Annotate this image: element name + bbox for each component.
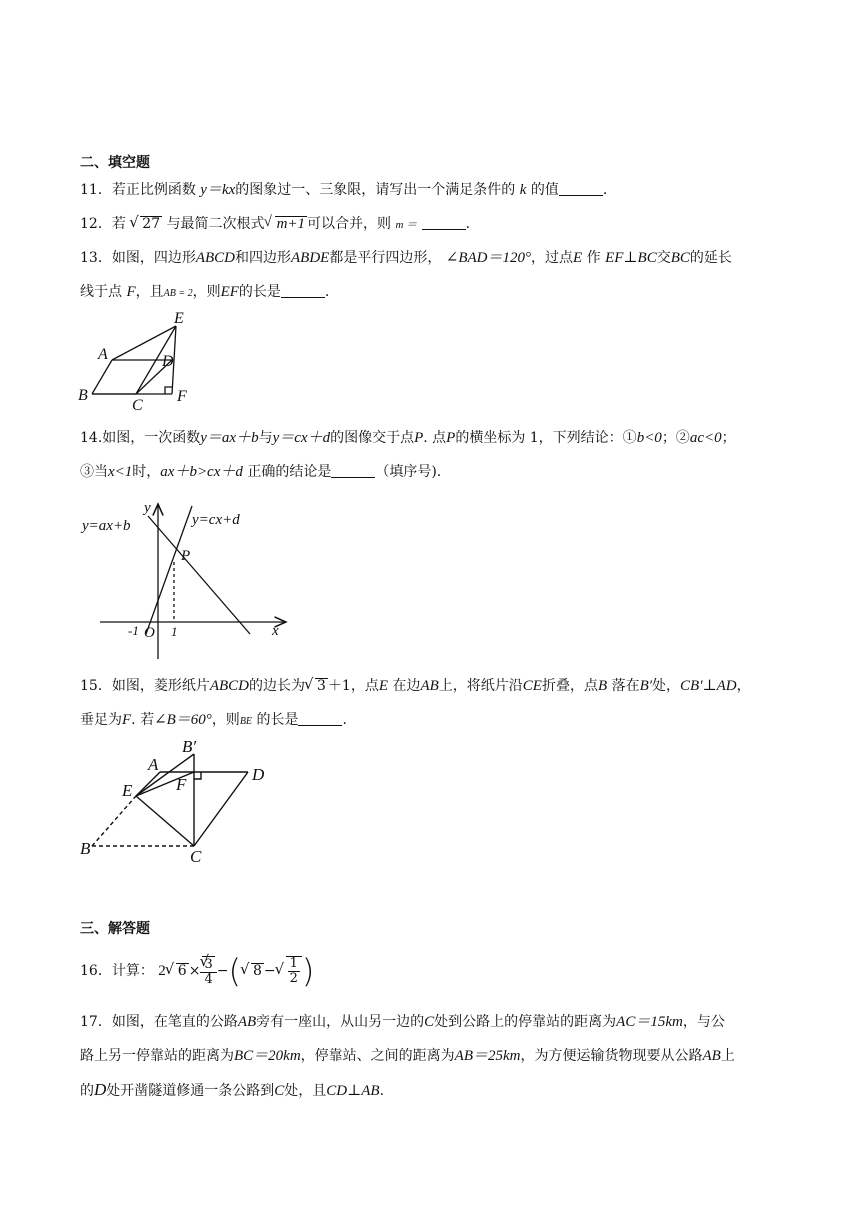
answer-blank[interactable] — [298, 711, 342, 726]
label-B: B — [78, 387, 88, 404]
label-C: C — [190, 847, 202, 866]
section-title-fill-in: 二、填空题 — [80, 155, 150, 171]
label-E: E — [122, 781, 133, 800]
figure-13-parallelograms — [76, 308, 206, 413]
answer-blank[interactable] — [281, 283, 325, 298]
question-14-line2: ③当x<1时，ax＋b>cx＋d 正确的结论是 （填序号). — [80, 464, 442, 480]
question-16: 16．计算： 2√ 6 × √ $\frac{3}{4}$ −(√ 8 − √ $\frac{1}{2}$ ) — [80, 954, 780, 988]
tick-neg1-label: -1 — [128, 623, 139, 638]
line-label-cx-d: y=cx+d — [192, 512, 240, 528]
label-B: B — [80, 839, 91, 858]
origin-label: O — [144, 625, 155, 641]
label-C: C — [132, 397, 143, 413]
question-13-line1: 13．如图，四边形ABCD和四边形ABDE都是平行四边形， ∠BAD＝120°，过点E 作 EF⊥BC交BC的延长 — [80, 250, 732, 266]
label-B-prime: B′ — [182, 737, 197, 756]
x-axis-label: x — [272, 623, 279, 639]
point-P-label: P — [181, 548, 191, 564]
label-D: D — [162, 353, 174, 370]
answer-blank[interactable] — [331, 463, 375, 478]
question-13-line2: 线于点 F，且AB = 2，则EF的长是 . — [80, 284, 330, 300]
question-15-line1: 15．如图，菱形纸片ABCD的边长为√ 3 ＋1，点E 在边AB上，将纸片沿CE折叠，点B 落在B′处，CB′⊥AD， — [80, 676, 780, 696]
question-17-line3: 的D处开凿隧道修通一条公路到C处，且CD⊥AB. — [80, 1080, 385, 1099]
question-15-line2: 垂足为F. 若∠B＝60°，则BE 的长是 . — [80, 712, 347, 728]
line-ax-plus-b — [148, 516, 250, 634]
question-14-line1: 14.如图，一次函数y＝ax＋b与y＝cx＋d的图像交于点P. 点P的横坐标为 1，下列结论：①b<0；②ac<0； — [80, 430, 736, 446]
line-cx-plus-d — [146, 506, 192, 634]
label-A: A — [98, 346, 108, 363]
answer-blank[interactable] — [559, 181, 603, 196]
label-F: F — [177, 388, 187, 405]
figure-15-rhombus-fold — [76, 736, 276, 866]
question-17-line2: 路上另一停靠站的距离为BC＝20km，停靠站、之间的距离为AB＝25km，为方便运输货物现要从公路AB上 — [80, 1048, 735, 1064]
label-D: D — [252, 765, 265, 784]
question-11: 11．若正比例函数 y＝kx的图象过一、三象限，请写出一个满足条件的 k 的值 . — [80, 182, 608, 198]
figure-14-linear-functions — [78, 494, 298, 664]
question-12: 12．若 √ 27 与最简二次根式√ m+1 可以合并，则 m ＝ . — [80, 214, 780, 235]
label-F: F — [176, 775, 187, 794]
answer-blank[interactable] — [422, 215, 466, 230]
section-title-solve: 三、解答题 — [80, 921, 150, 937]
y-axis-label: y — [144, 500, 151, 516]
line-label-ax-b: y=ax+b — [82, 518, 131, 534]
tick-1-label: 1 — [171, 624, 178, 639]
label-A: A — [148, 755, 159, 774]
label-E: E — [174, 310, 184, 327]
question-17-line1: 17．如图，在笔直的公路AB旁有一座山，从山另一边的C处到公路上的停靠站的距离为AC＝15km，与公 — [80, 1014, 725, 1030]
